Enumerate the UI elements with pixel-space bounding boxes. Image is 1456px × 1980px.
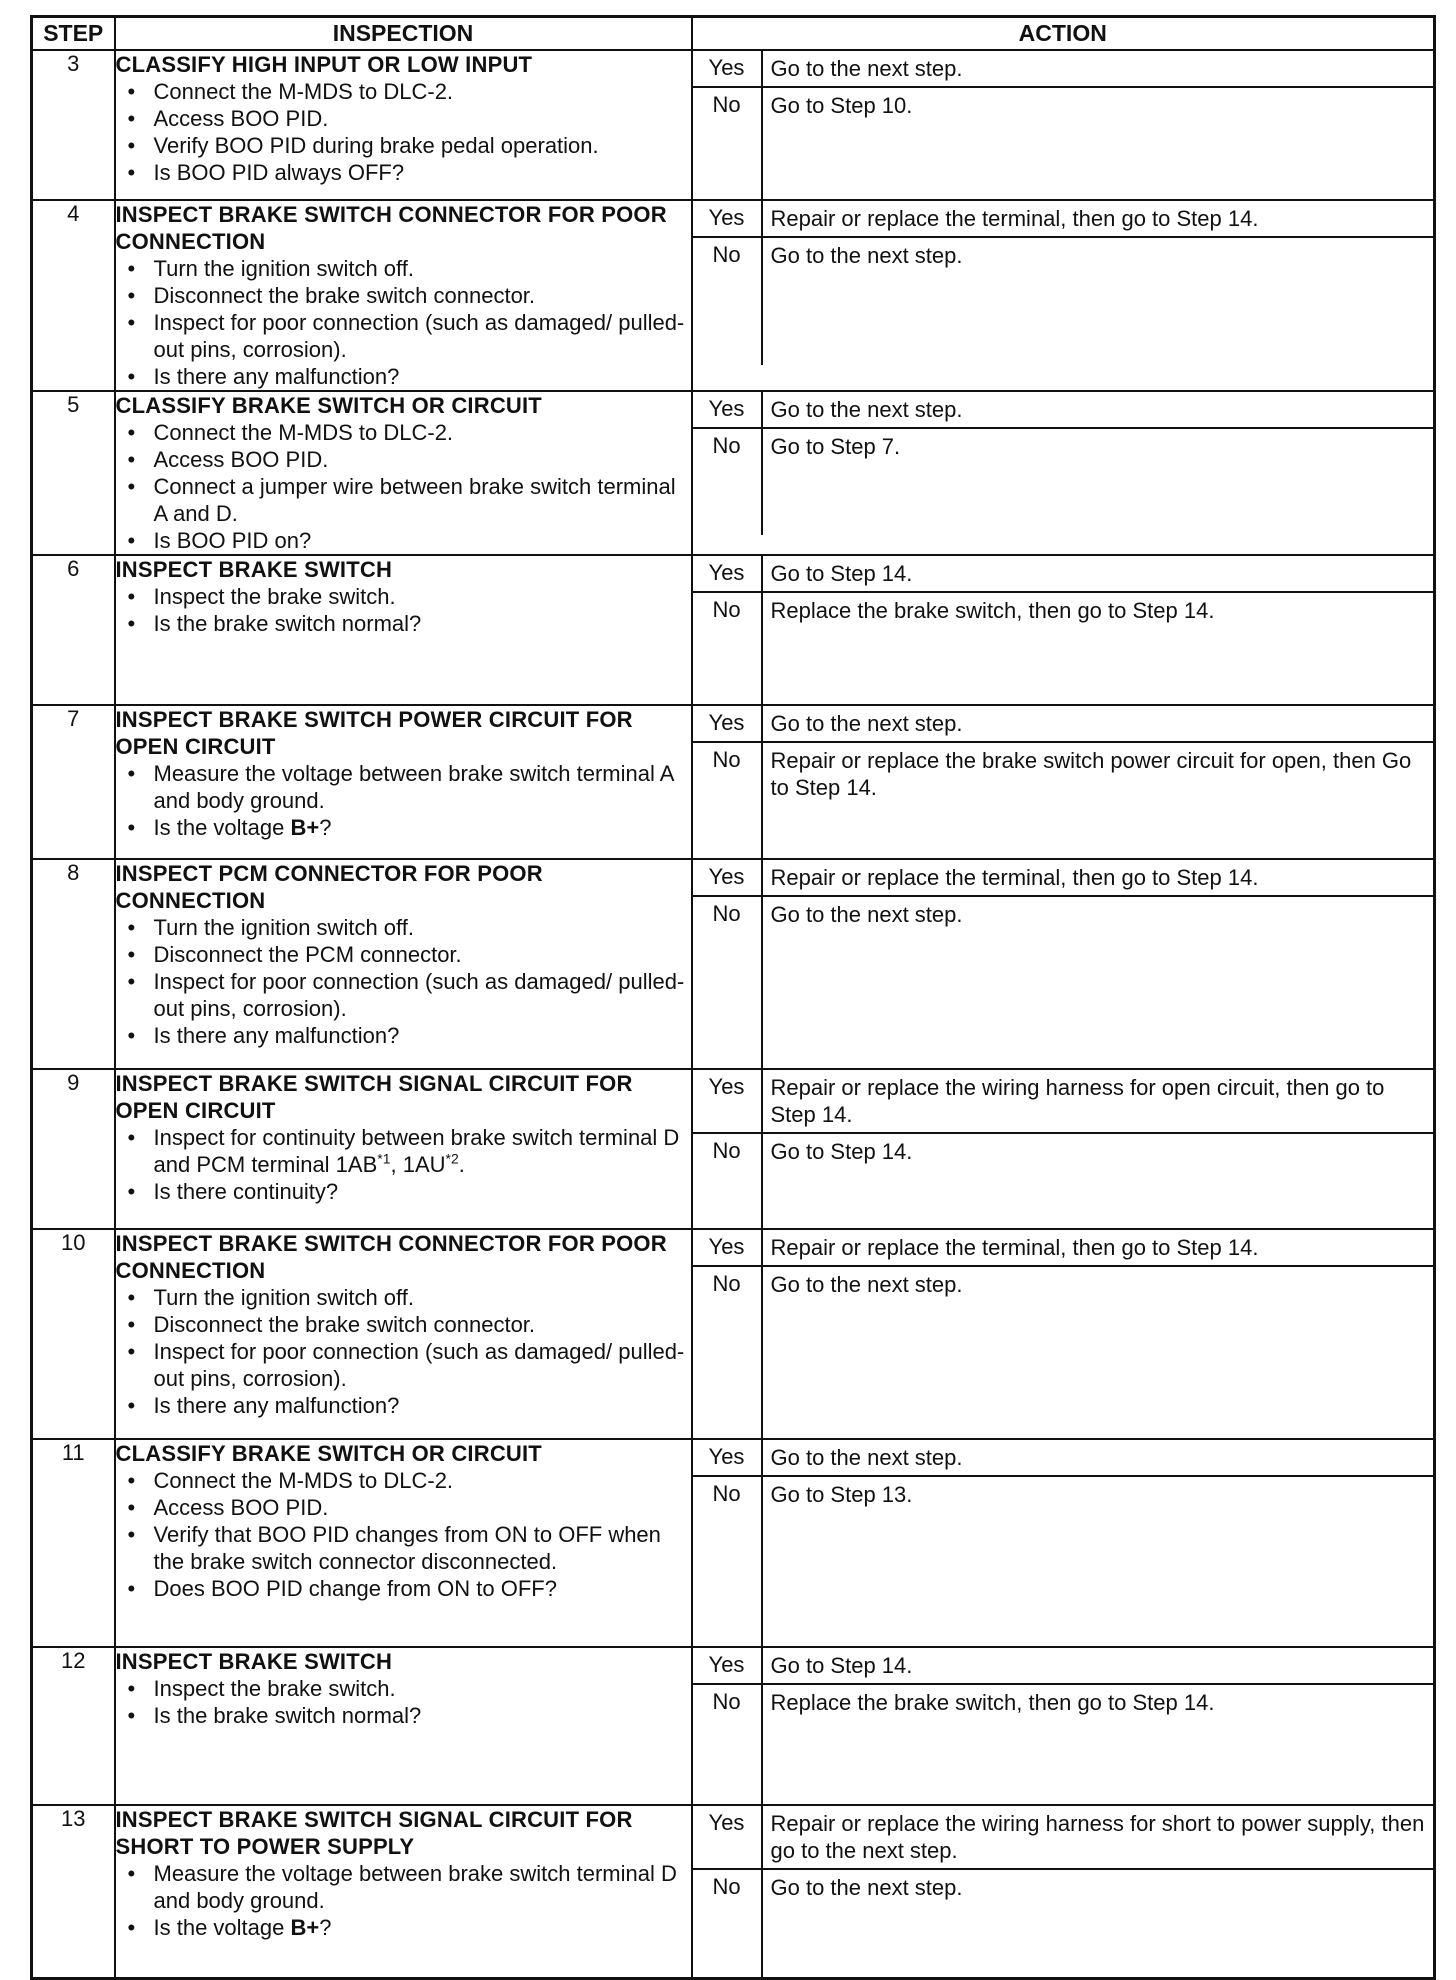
inspection-steps-list bbox=[116, 419, 691, 554]
action-text: Repair or replace the terminal, then go to Step 14. bbox=[770, 865, 1259, 890]
action-text: Go to Step 13. bbox=[770, 1482, 913, 1507]
inspection-step-item: • Measure the voltage between brake switch terminal A and body ground. bbox=[116, 760, 691, 814]
answer-action-cell bbox=[692, 50, 1435, 200]
answer-row-yes bbox=[693, 201, 1434, 238]
table-row bbox=[32, 1439, 1435, 1647]
answer-label: Yes bbox=[693, 860, 763, 895]
inspection-step-item: • Access BOO PID. bbox=[116, 1494, 691, 1521]
answer-label: No bbox=[693, 88, 763, 199]
inspection-steps-list bbox=[116, 1675, 691, 1729]
inspection-step-item: • Is BOO PID on? bbox=[116, 527, 691, 554]
answer-row-no bbox=[693, 1134, 1434, 1228]
answer-row-no bbox=[693, 1477, 1434, 1646]
inspection-cell bbox=[115, 50, 692, 200]
action-text: Repair or replace the terminal, then go to Step 14. bbox=[770, 1235, 1259, 1260]
answer-action-group bbox=[693, 860, 1434, 1068]
inspection-cell bbox=[115, 200, 692, 391]
inspection-title: INSPECT BRAKE SWITCH CONNECTOR FOR POOR CONNECTION bbox=[115, 202, 667, 254]
inspection-cell bbox=[115, 555, 692, 705]
answer-action-cell bbox=[692, 705, 1435, 859]
inspection-steps-list bbox=[116, 914, 691, 1049]
answer-row-no bbox=[693, 593, 1434, 704]
answer-action-cell bbox=[692, 391, 1435, 555]
inspection-steps-list bbox=[116, 1124, 691, 1205]
inspection-steps-list bbox=[116, 78, 691, 186]
answer-action-cell bbox=[692, 555, 1435, 705]
action-text: Replace the brake switch, then go to Step 14. bbox=[770, 1690, 1215, 1715]
answer-label: Yes bbox=[693, 1230, 763, 1265]
inspection-cell bbox=[115, 705, 692, 859]
table-row bbox=[32, 859, 1435, 1069]
action-text: Go to the next step. bbox=[770, 243, 963, 268]
inspection-cell bbox=[115, 1229, 692, 1439]
answer-row-no bbox=[693, 743, 1434, 858]
answer-action-group bbox=[693, 201, 1434, 365]
answer-label: Yes bbox=[693, 1440, 763, 1475]
answer-action-group bbox=[693, 556, 1434, 704]
action-text: Go to the next step. bbox=[770, 902, 963, 927]
answer-row-no bbox=[693, 1870, 1434, 1977]
answer-label: No bbox=[693, 1685, 763, 1804]
inspection-step-item: • Connect the M-MDS to DLC-2. bbox=[116, 419, 691, 446]
answer-row-no bbox=[693, 1267, 1434, 1438]
step-number: 11 bbox=[32, 1439, 115, 1647]
step-number: 5 bbox=[32, 391, 115, 555]
answer-row-yes bbox=[693, 1070, 1434, 1134]
answer-action-group bbox=[693, 1440, 1434, 1646]
table-body bbox=[32, 50, 1435, 1979]
table-row bbox=[32, 555, 1435, 705]
answer-row-yes bbox=[693, 1440, 1434, 1477]
inspection-title: INSPECT BRAKE SWITCH bbox=[115, 1649, 393, 1674]
answer-action-cell bbox=[692, 1229, 1435, 1439]
inspection-step-item: • Disconnect the PCM connector. bbox=[116, 941, 691, 968]
step-number: 4 bbox=[32, 200, 115, 391]
inspection-step-item: • Connect the M-MDS to DLC-2. bbox=[116, 1467, 691, 1494]
inspection-step-item: • Access BOO PID. bbox=[116, 105, 691, 132]
inspection-step-item: • Inspect for poor connection (such as damaged/ pulled-out pins, corrosion). bbox=[116, 309, 691, 363]
answer-action-group bbox=[693, 1648, 1434, 1804]
inspection-step-item: • Is there any malfunction? bbox=[116, 363, 691, 390]
inspection-cell bbox=[115, 859, 692, 1069]
answer-action-cell bbox=[692, 1805, 1435, 1979]
inspection-step-item: • Measure the voltage between brake switch terminal D and body ground. bbox=[116, 1860, 691, 1914]
answer-action-group bbox=[693, 392, 1434, 535]
inspection-cell bbox=[115, 1805, 692, 1979]
answer-action-cell bbox=[692, 1647, 1435, 1805]
answer-label: No bbox=[693, 593, 763, 704]
inspection-step-item: • Disconnect the brake switch connector. bbox=[116, 282, 691, 309]
inspection-step-item: • Is there continuity? bbox=[116, 1178, 691, 1205]
inspection-step-item: • Is there any malfunction? bbox=[116, 1022, 691, 1049]
answer-label: No bbox=[693, 238, 763, 365]
answer-action-cell bbox=[692, 200, 1435, 391]
table-row bbox=[32, 200, 1435, 391]
table-row bbox=[32, 1647, 1435, 1805]
step-number: 3 bbox=[32, 50, 115, 200]
inspection-step-item: • Inspect for poor connection (such as damaged/ pulled-out pins, corrosion). bbox=[116, 1338, 691, 1392]
inspection-step-item: • Is the brake switch normal? bbox=[116, 1702, 691, 1729]
action-text: Go to Step 14. bbox=[770, 561, 913, 586]
inspection-title: INSPECT BRAKE SWITCH SIGNAL CIRCUIT FOR SHORT TO POWER SUPPLY bbox=[115, 1807, 633, 1859]
action-text: Repair or replace the wiring harness for short to power supply, then go to the next step. bbox=[770, 1811, 1425, 1863]
inspection-step-item: • Access BOO PID. bbox=[116, 446, 691, 473]
answer-label: Yes bbox=[693, 1070, 763, 1132]
table-row bbox=[32, 705, 1435, 859]
inspection-title: INSPECT BRAKE SWITCH CONNECTOR FOR POOR CONNECTION bbox=[115, 1231, 667, 1283]
step-number: 7 bbox=[32, 705, 115, 859]
inspection-column-header: INSPECTION bbox=[115, 17, 692, 51]
answer-row-no bbox=[693, 1685, 1434, 1804]
answer-action-group bbox=[693, 1230, 1434, 1438]
answer-label: Yes bbox=[693, 1648, 763, 1683]
answer-row-no bbox=[693, 238, 1434, 365]
action-text: Go to the next step. bbox=[770, 1875, 963, 1900]
inspection-step-item: • Inspect for poor connection (such as damaged/ pulled-out pins, corrosion). bbox=[116, 968, 691, 1022]
action-text: Go to the next step. bbox=[770, 1445, 963, 1470]
action-text: Go to Step 7. bbox=[770, 434, 901, 459]
answer-action-group bbox=[693, 51, 1434, 199]
inspection-cell bbox=[115, 1647, 692, 1805]
action-text: Go to Step 14. bbox=[770, 1653, 913, 1678]
action-text: Go to the next step. bbox=[770, 56, 963, 81]
answer-row-yes bbox=[693, 1806, 1434, 1870]
answer-label: No bbox=[693, 1870, 763, 1977]
step-number: 6 bbox=[32, 555, 115, 705]
action-text: Repair or replace the wiring harness for open circuit, then go to Step 14. bbox=[770, 1075, 1385, 1127]
step-number: 8 bbox=[32, 859, 115, 1069]
inspection-step-item: • Is BOO PID always OFF? bbox=[116, 159, 691, 186]
step-column-header: STEP bbox=[32, 17, 115, 51]
inspection-step-item: • Inspect for continuity between brake switch terminal D and PCM terminal 1AB$^{*1}$, 1AU$^{*2}$. bbox=[116, 1124, 691, 1178]
inspection-cell bbox=[115, 1439, 692, 1647]
answer-action-cell bbox=[692, 859, 1435, 1069]
table-row bbox=[32, 1229, 1435, 1439]
action-text: Replace the brake switch, then go to Step 14. bbox=[770, 598, 1215, 623]
action-column-header: ACTION bbox=[692, 17, 1435, 51]
answer-row-yes bbox=[693, 1230, 1434, 1267]
answer-label: No bbox=[693, 429, 763, 535]
inspection-step-item: • Inspect the brake switch. bbox=[116, 1675, 691, 1702]
answer-label: Yes bbox=[693, 706, 763, 741]
inspection-step-item: • Verify BOO PID during brake pedal operation. bbox=[116, 132, 691, 159]
inspection-step-item: • Disconnect the brake switch connector. bbox=[116, 1311, 691, 1338]
inspection-step-item: • Is there any malfunction? bbox=[116, 1392, 691, 1419]
table-row bbox=[32, 50, 1435, 200]
action-text: Go to the next step. bbox=[770, 1272, 963, 1297]
step-number: 9 bbox=[32, 1069, 115, 1229]
inspection-title: INSPECT BRAKE SWITCH SIGNAL CIRCUIT FOR OPEN CIRCUIT bbox=[115, 1071, 633, 1123]
step-number: 12 bbox=[32, 1647, 115, 1805]
answer-label: Yes bbox=[693, 1806, 763, 1868]
inspection-steps-list bbox=[116, 760, 691, 841]
answer-label: No bbox=[693, 897, 763, 1068]
action-text: Go to the next step. bbox=[770, 711, 963, 736]
inspection-step-item: • Verify that BOO PID changes from ON to OFF when the brake switch connector disconnected. bbox=[116, 1521, 691, 1575]
answer-row-no bbox=[693, 897, 1434, 1068]
inspection-step-item: • Turn the ignition switch off. bbox=[116, 914, 691, 941]
answer-action-group bbox=[693, 1806, 1434, 1977]
answer-row-yes bbox=[693, 706, 1434, 743]
answer-action-cell bbox=[692, 1439, 1435, 1647]
answer-label: No bbox=[693, 743, 763, 858]
action-text: Repair or replace the brake switch power circuit for open, then Go to Step 14. bbox=[770, 748, 1412, 800]
inspection-title: CLASSIFY HIGH INPUT OR LOW INPUT bbox=[115, 52, 533, 77]
inspection-cell bbox=[115, 1069, 692, 1229]
action-text: Repair or replace the terminal, then go to Step 14. bbox=[770, 206, 1259, 231]
answer-label: Yes bbox=[693, 201, 763, 236]
step-number: 13 bbox=[32, 1805, 115, 1979]
inspection-step-item: • Is the brake switch normal? bbox=[116, 610, 691, 637]
inspection-step-item: • Does BOO PID change from ON to OFF? bbox=[116, 1575, 691, 1602]
answer-row-no bbox=[693, 429, 1434, 535]
inspection-steps-list bbox=[116, 255, 691, 390]
answer-row-yes bbox=[693, 1648, 1434, 1685]
inspection-step-item: • Turn the ignition switch off. bbox=[116, 255, 691, 282]
diagnostic-procedure-sheet bbox=[30, 15, 1436, 1980]
inspection-title: CLASSIFY BRAKE SWITCH OR CIRCUIT bbox=[115, 393, 542, 418]
answer-action-group bbox=[693, 706, 1434, 858]
answer-row-no bbox=[693, 88, 1434, 199]
inspection-step-item: • Connect the M-MDS to DLC-2. bbox=[116, 78, 691, 105]
inspection-step-item: • Is the voltage B+? bbox=[116, 1914, 691, 1941]
answer-label: No bbox=[693, 1267, 763, 1438]
inspection-title: INSPECT BRAKE SWITCH bbox=[115, 557, 393, 582]
inspection-step-item: • Inspect the brake switch. bbox=[116, 583, 691, 610]
inspection-step-item: • Is the voltage B+? bbox=[116, 814, 691, 841]
table-row bbox=[32, 391, 1435, 555]
answer-row-yes bbox=[693, 51, 1434, 88]
table-row bbox=[32, 1069, 1435, 1229]
inspection-title: INSPECT PCM CONNECTOR FOR POOR CONNECTION bbox=[115, 861, 543, 913]
answer-row-yes bbox=[693, 860, 1434, 897]
inspection-steps-list bbox=[116, 1467, 691, 1602]
diagnostic-table bbox=[30, 15, 1436, 1980]
answer-label: Yes bbox=[693, 556, 763, 591]
inspection-steps-list bbox=[116, 583, 691, 637]
answer-label: Yes bbox=[693, 51, 763, 86]
inspection-steps-list bbox=[116, 1284, 691, 1419]
table-header-row bbox=[32, 17, 1435, 51]
inspection-title: INSPECT BRAKE SWITCH POWER CIRCUIT FOR OPEN CIRCUIT bbox=[115, 707, 633, 759]
inspection-step-item: • Turn the ignition switch off. bbox=[116, 1284, 691, 1311]
answer-label: No bbox=[693, 1477, 763, 1646]
inspection-title: CLASSIFY BRAKE SWITCH OR CIRCUIT bbox=[115, 1441, 542, 1466]
answer-row-yes bbox=[693, 392, 1434, 429]
step-number: 10 bbox=[32, 1229, 115, 1439]
action-text: Go to Step 14. bbox=[770, 1139, 913, 1164]
action-text: Go to Step 10. bbox=[770, 93, 913, 118]
inspection-steps-list bbox=[116, 1860, 691, 1941]
answer-label: Yes bbox=[693, 392, 763, 427]
answer-action-cell bbox=[692, 1069, 1435, 1229]
table-row bbox=[32, 1805, 1435, 1979]
answer-row-yes bbox=[693, 556, 1434, 593]
action-text: Go to the next step. bbox=[770, 397, 963, 422]
inspection-cell bbox=[115, 391, 692, 555]
inspection-step-item: • Connect a jumper wire between brake switch terminal A and D. bbox=[116, 473, 691, 527]
answer-label: No bbox=[693, 1134, 763, 1228]
answer-action-group bbox=[693, 1070, 1434, 1228]
